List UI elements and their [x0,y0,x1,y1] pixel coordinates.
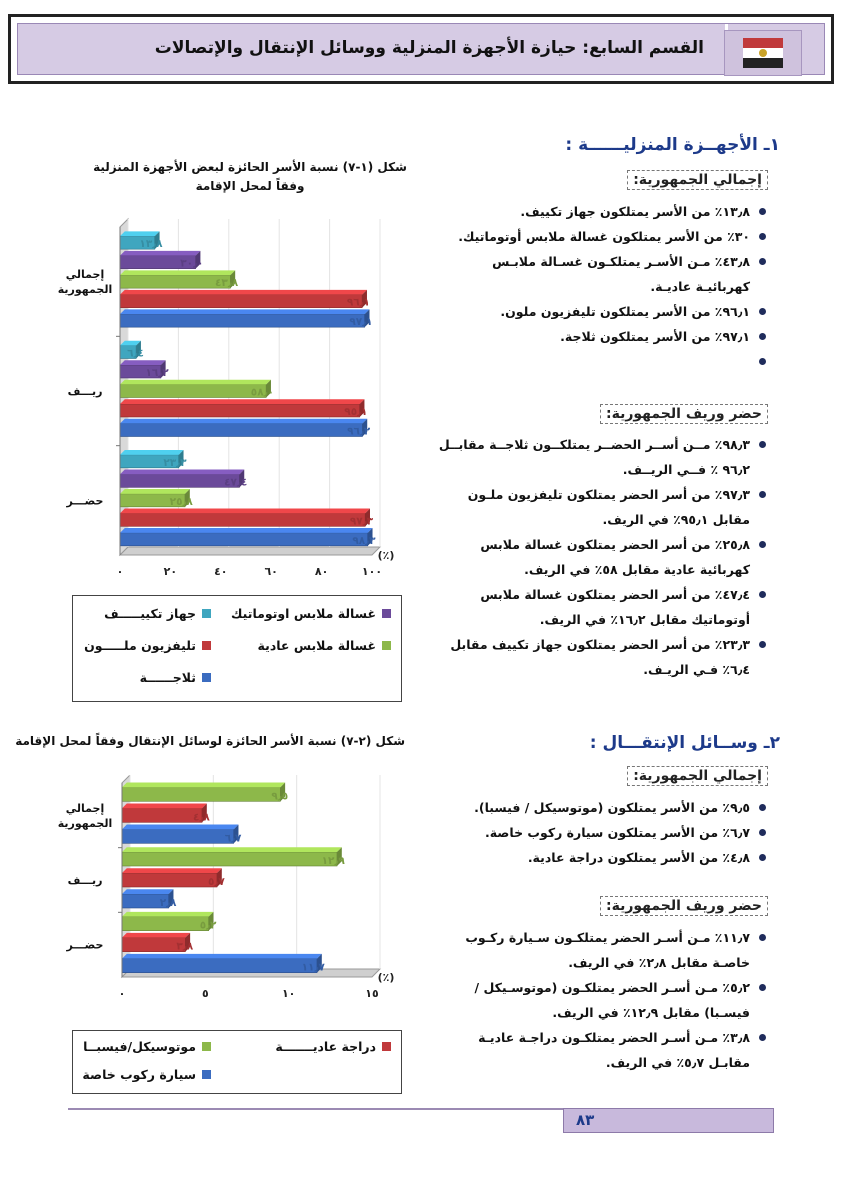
unit-label: (٪) [377,971,395,984]
list-item: ٢٥٫٨٪ من أسر الحضر يمتلكون غسالة ملابس كهربائية عادية مقابل ٥٨٪ في الريف. [438,532,768,582]
data-label: ٩٦٫٢ [347,425,371,438]
data-label: ٤٫٨ [193,811,210,824]
section1-list1 [438,199,768,349]
bar [122,868,222,887]
list-item: ٦٫٧٪ من الأسر يمتلكون سيارة ركوب خاصة. [438,820,768,845]
section2-list1 [438,795,768,870]
tick-label: ٦٠ [264,565,278,578]
tick-label: ١٠ [281,987,296,1000]
chart2-legend-item [275,1039,391,1054]
chart2-title: شكل (٢-٧) نسبة الأسر الحائزة لوسائل الإنتقال وفقاً لمحل الإقامة [15,734,405,748]
page-title: القسم السابع: حيازة الأجهزة المنزلية ووسائل الإنتقال والإتصالات [154,38,704,58]
bar [120,380,271,398]
legend-swatch [202,1070,211,1079]
list-item: ٩٦٫١٪ من الأسر يمتلكون تليفزيون ملون. [438,299,768,324]
data-label: ١٣٫٨ [139,238,163,251]
section1-sub2: حضر وريف الجمهورية: [600,404,768,424]
legend-label: تليفزيون ملـــــون [84,638,196,653]
tick-label: ٠ [118,987,126,1000]
bar [122,954,322,973]
legend-label: جهاز تكييـــــف [104,606,196,621]
legend-label: موتوسيكل/فيسبــا [83,1039,196,1054]
data-label: ٩٨٫٣ [352,534,376,547]
legend-label: سيارة ركوب خاصة [82,1067,196,1082]
data-label: ٩٧٫٣ [349,515,373,528]
list-item: ٩٧٫٣٪ من أسر الحضر يمتلكون تليفزيون ملـون مقابل ٩٥٫١٪ في الريف. [438,482,768,532]
section2-list2 [438,925,768,1075]
list-item: ٩٨٫٣٪ مــن أســر الحضــر يمتلكــون ثلاجــة مقابــل ٩٦٫٢ ٪ فــي الريــف. [438,432,768,482]
legend-swatch [382,641,391,650]
bar [122,847,342,866]
page-header [8,14,834,84]
data-label: ٩٥٫١ [344,406,368,418]
chart2-legend [72,1030,402,1094]
bar [120,509,370,527]
chart1-legend [72,595,402,702]
chart1 [50,215,420,585]
data-label: ٦٫٤ [127,347,144,360]
chart1-legend-item [231,606,391,621]
category-label: ريـــف [67,385,103,398]
category-label: إجمالي [65,801,105,815]
page-number-box [563,1108,774,1133]
list-item: ٤٧٫٤٪ من أسر الحضر يمتلكون غسالة ملابس أوتوماتيك مقابل ١٦٫٢٪ في الريف. [438,582,768,632]
list-item: ٤٫٨٪ من الأسر يمتلكون دراجة عادية. [438,845,768,870]
tick-label: ١٠٠ [361,565,383,578]
data-label: ١١٫٧ [301,961,325,974]
bar [120,290,367,308]
data-label: ٤٣٫٨ [215,277,239,290]
legend-swatch [202,641,211,650]
data-label: ٣٫٨ [176,940,194,953]
section2-sub1: إجمالي الجمهورية: [627,766,768,786]
list-item: ٣٠٪ من الأسر يمتلكون غسالة ملابس أوتوماتيك. [438,224,768,249]
list-item: ٣٫٨٪ مـن أسـر الحضر يمتلكـون دراجـة عاديـة مقابـل ٥٫٧٪ في الريف. [438,1025,768,1075]
legend-label: ثلاجــــــة [139,670,196,685]
category-label: حضـــر [66,938,104,952]
legend-swatch [202,1042,211,1051]
chart2 [50,775,420,1015]
section2-sub2: حضر وريف الجمهورية: [600,896,768,916]
list-item: ٩٫٥٪ من الأسر يمتلكون (موتوسيكل / فيسبا). [438,795,768,820]
chart1-legend-item [258,638,391,653]
unit-label: (٪) [377,549,395,562]
data-label: ٥٫٧ [208,876,225,888]
page-number: ٨٣ [576,1111,595,1129]
bar [120,399,364,417]
chart1-title: شكل (١-٧) نسبة الأسر الحائزة لبعض الأجهزة المنزلية وفقاً لمحل الإقامة [93,160,407,193]
list-item: ٤٣٫٨٪ مـن الأسـر يمتلكـون غسـالة ملابـس كهربائيـة عاديـة. [438,249,768,299]
list-item: ١٣٫٨٪ من الأسر يمتلكون جهاز تكييف. [438,199,768,224]
category-label: إجمالي [65,268,105,282]
section2-title: ٢ـ وســائل الإنتقـــال : [589,733,780,753]
bar [120,309,369,327]
section1-sub1: إجمالي الجمهورية: [627,170,768,190]
section1-list2 [438,432,768,682]
data-label: ٤٧٫٤ [224,476,248,489]
legend-swatch [202,609,211,618]
data-label: ٢٫٨ [159,897,177,909]
tick-label: ٥ [201,987,209,1000]
bar [120,528,373,546]
legend-label: غسالة ملابس عادية [257,638,376,653]
data-label: ٥٫٢ [199,919,217,932]
chart2-legend-item [83,1039,211,1054]
legend-label: غسالة ملابس اوتوماتيك [231,606,376,621]
list-item: ١١٫٧٪ مـن أسـر الحضر يمتلكـون سـيارة ركـوب خاصـة مقابل ٢٫٨٪ في الريف. [438,925,768,975]
list-item: ٥٫٢٪ مـن أسـر الحضر يمتلكـون (موتوسـيكل / فيسـبا) مقابل ١٢٫٩٪ في الريف. [438,975,768,1025]
chart1-legend-item [84,638,211,653]
legend-label: دراجة عاديـــــــة [275,1039,376,1054]
data-label: ٩٦٫١ [346,296,370,309]
chart-floor [120,547,380,555]
data-label: ٢٣٫٣ [163,456,187,469]
section1-title: ١ـ الأجهــزة المنزليــــــة : [565,135,780,155]
chart2-legend-item [82,1067,211,1082]
tick-label: ٨٠ [314,565,329,578]
data-label: ٥٨٫٠ [250,386,274,399]
tick-label: ١٥ [365,987,379,1000]
tick-label: ٢٠ [163,565,178,578]
data-label: ٩٫٥ [271,790,289,803]
category-label: الجمهورية [57,816,113,830]
emblem-logo [724,30,802,76]
data-label: ٢٥٫٨ [169,495,193,508]
data-label: ٩٧٫١ [349,316,373,329]
list-item: ٩٧٫١٪ من الأسر يمتلكون ثلاجة. [438,324,768,349]
tick-label: ٤٠ [214,565,228,578]
legend-swatch [382,1042,391,1051]
category-label: حضـــر [66,494,104,508]
bar [120,419,367,437]
legend-swatch [382,609,391,618]
bar [122,783,285,802]
data-label: ٣٠٫٠ [180,257,204,270]
chart1-legend-item [140,670,211,685]
data-label: ٦٫٧ [224,832,242,845]
list-item: ٢٣٫٣٪ من أسر الحضر يمتلكون جهاز تكييف مقابل ٦٫٤٪ فـي الريـف. [438,632,768,682]
data-label: ١٢٫٩ [321,855,345,867]
legend-swatch [202,673,211,682]
category-label: ريـــف [67,874,103,887]
chart1-legend-item [104,606,211,621]
tick-label: ٠ [116,565,124,578]
data-label: ١٦٫٢ [145,367,169,379]
category-label: الجمهورية [57,283,113,297]
bar [122,825,238,844]
